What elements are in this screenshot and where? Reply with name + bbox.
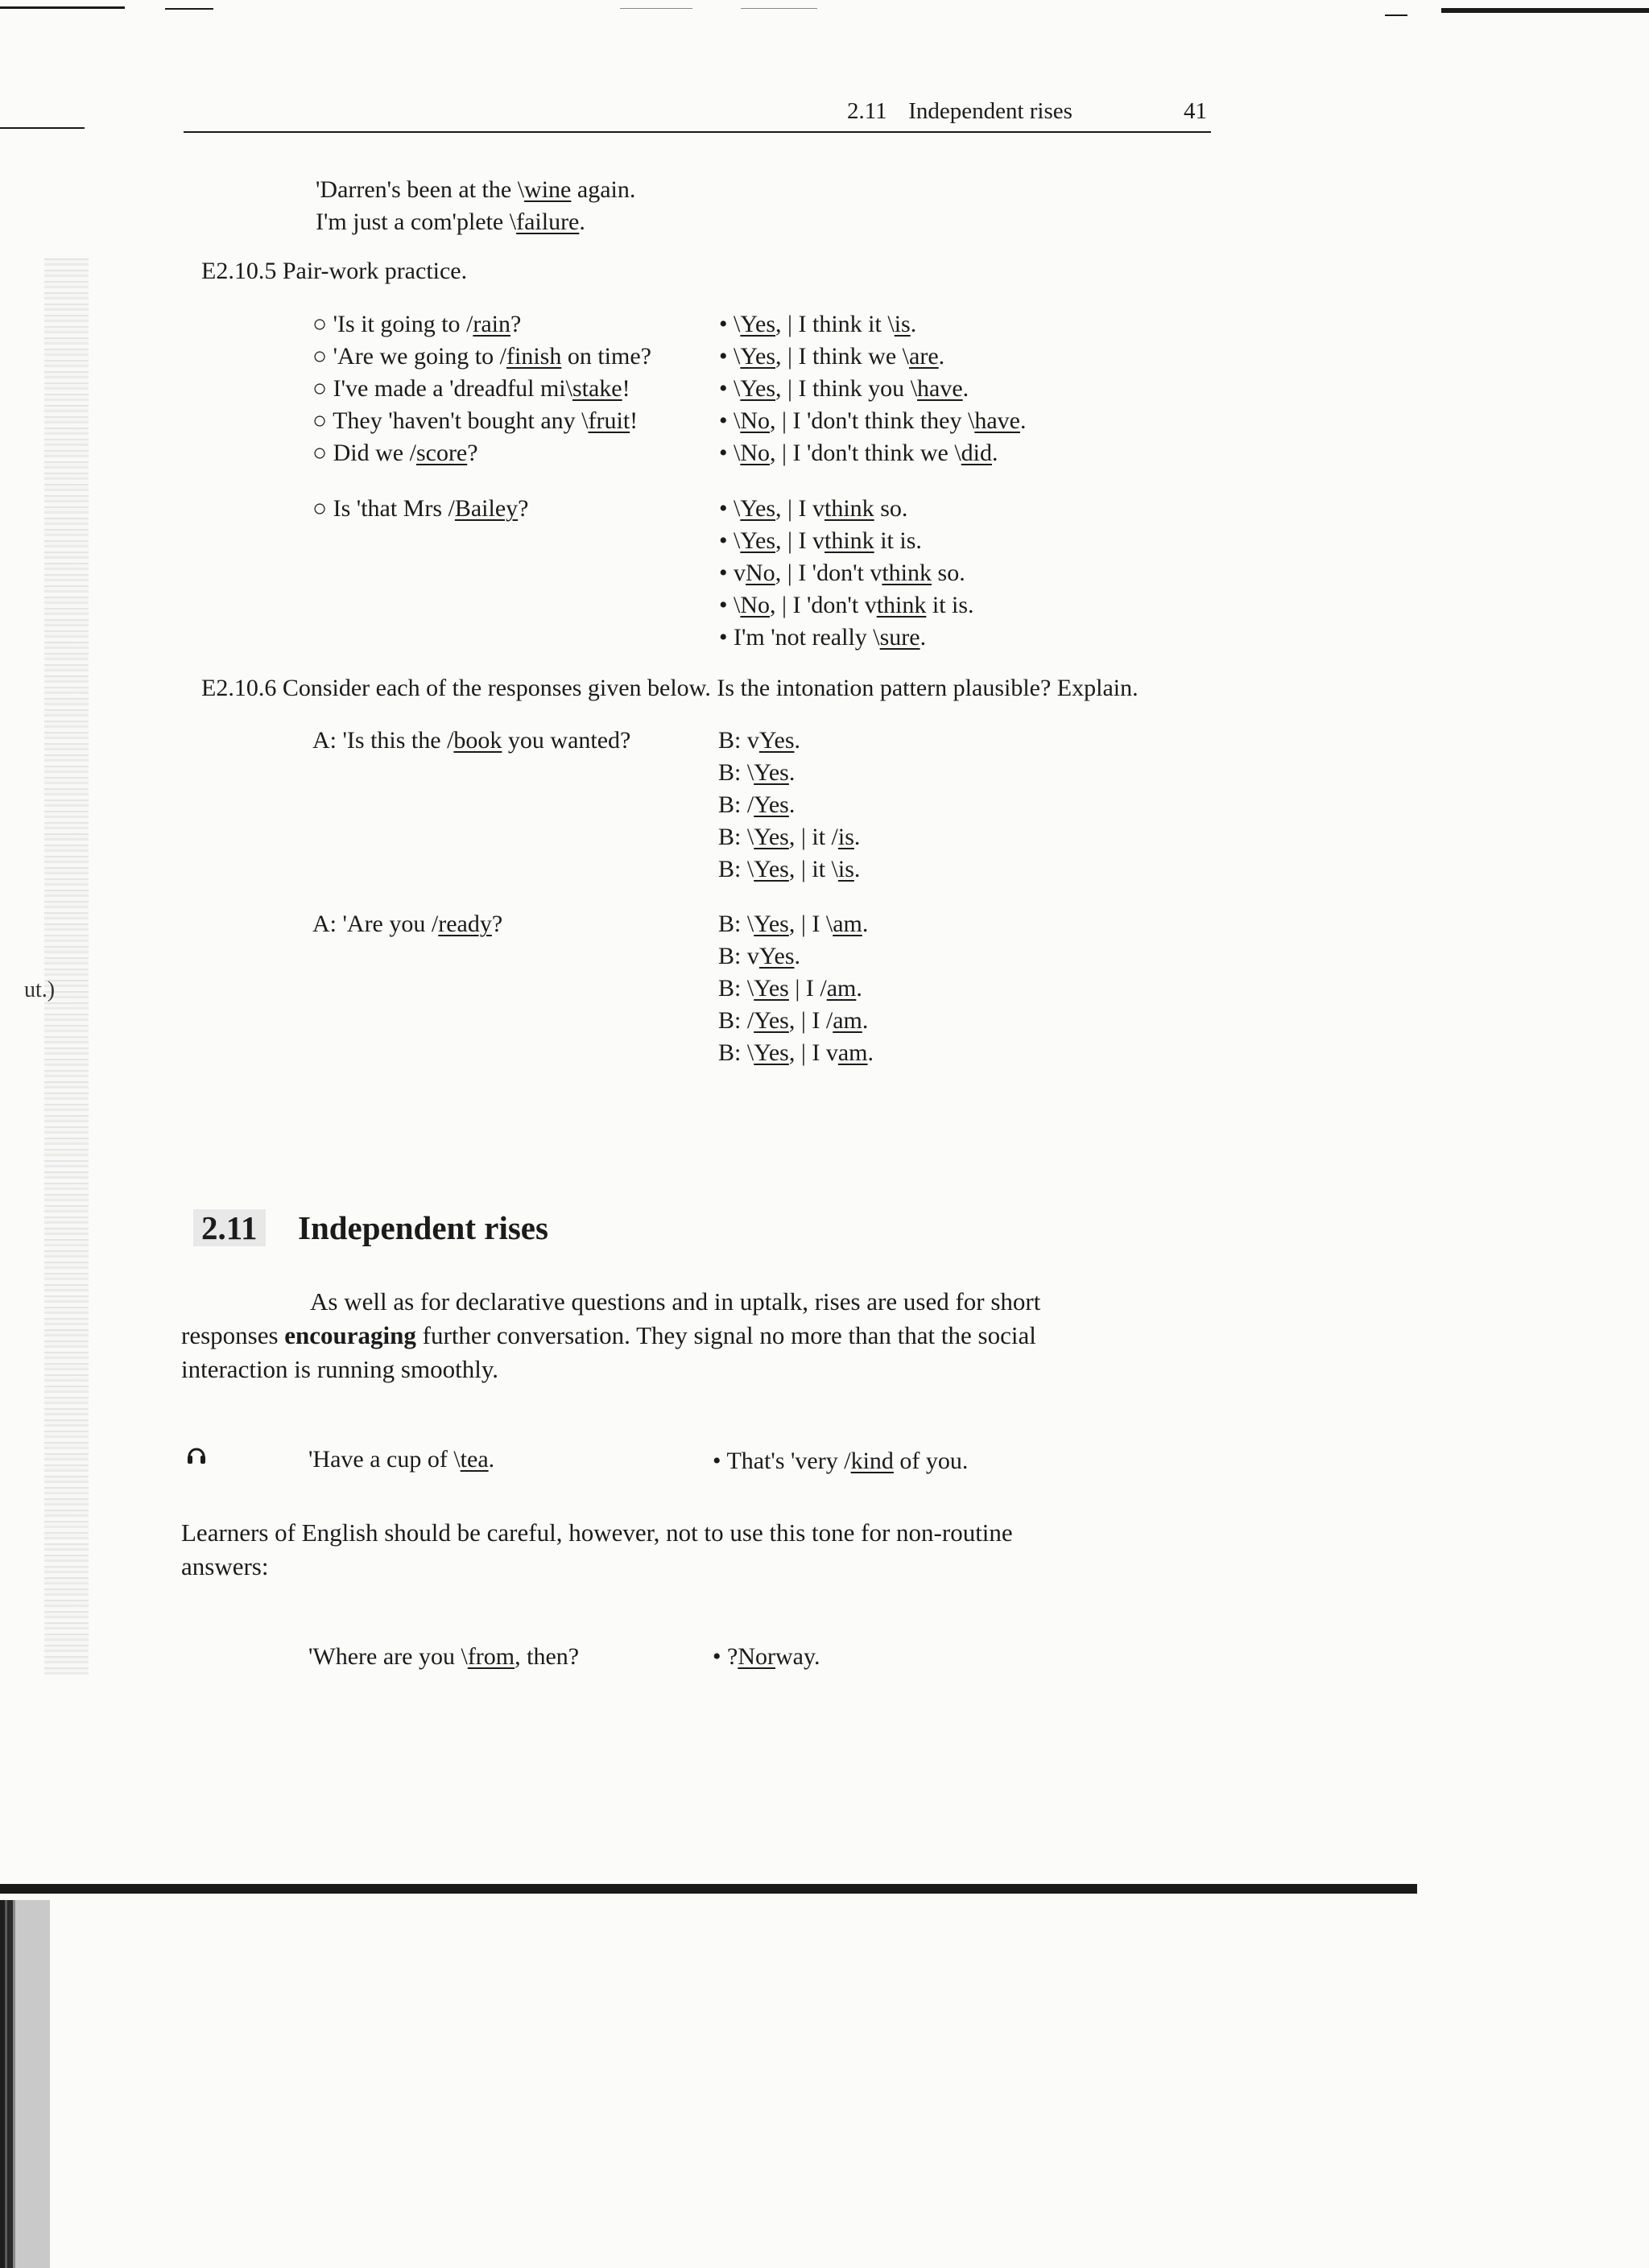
response-text: .: [867, 1039, 874, 1066]
page-number: 41: [1184, 98, 1207, 124]
prompt-line: [312, 493, 529, 525]
prompt-text: ○ 'Is it going to: [312, 311, 467, 337]
nucleus-word: did: [961, 440, 993, 466]
prompt-text: ?: [467, 440, 478, 466]
tone-mark: /: [825, 1007, 833, 1034]
nucleus-word: No: [746, 560, 775, 586]
nucleus-word: Nor: [738, 1643, 775, 1670]
response-text: .: [794, 727, 801, 754]
response-text: it is.: [874, 527, 922, 554]
nucleus-word: Yes: [754, 1039, 789, 1066]
section-number: 2.11: [193, 1209, 266, 1246]
example-text: again.: [571, 176, 636, 203]
example-text: I'm just a com'plete: [316, 209, 510, 235]
tone-mark: v: [864, 592, 877, 618]
prompt-text: A: 'Are you: [312, 911, 432, 937]
nucleus-word: No: [740, 592, 771, 618]
speaker-label: B:: [718, 911, 747, 937]
tone-mark: \: [517, 176, 525, 203]
response-text: , | I think you: [775, 375, 911, 402]
response-text: • ?: [713, 1643, 738, 1670]
nucleus-word: are: [909, 343, 939, 370]
speaker-label: B:: [718, 1007, 747, 1034]
response-line: [713, 1641, 820, 1673]
response-line: [718, 725, 800, 757]
response-line: [718, 853, 860, 886]
tone-mark: \: [734, 343, 741, 370]
nucleus-word: No: [740, 440, 771, 466]
nucleus-word: Yes: [758, 727, 795, 754]
scan-edge-top-mid: [620, 8, 692, 9]
paragraph: Learners of English should be careful, however, not to use this tone for non-routine answers:: [181, 1518, 1013, 1580]
tone-mark: \: [734, 440, 741, 466]
response-text: • That's 'very: [713, 1448, 845, 1474]
response-text: .: [962, 375, 969, 402]
example-line: [316, 206, 585, 238]
header-title: Independent rises: [908, 98, 1072, 124]
bullet: •: [719, 592, 734, 618]
nucleus-word: book: [453, 727, 502, 754]
response-line: [719, 493, 907, 525]
response-text: .: [853, 824, 861, 850]
header-rule: [184, 131, 1211, 133]
response-line: [718, 973, 862, 1005]
bullet: •: [719, 311, 734, 337]
prompt-text: ○ 'Are we going to: [312, 343, 500, 370]
response-text: .: [788, 791, 796, 818]
nucleus-word: from: [467, 1643, 515, 1670]
headphones-icon: [187, 1444, 206, 1476]
prompt-text: ○ Is 'that Mrs: [312, 495, 448, 522]
prompt-text: !: [630, 407, 639, 434]
prompt-text: A: 'Is this the: [312, 727, 448, 754]
scan-speckle-margin: [44, 258, 89, 1675]
response-line: [718, 940, 800, 973]
paragraph-text: As well as for declarative questions and in uptalk, rises are used for short responses: [181, 1287, 1041, 1349]
example-text: .: [488, 1446, 495, 1473]
nucleus-word: is: [894, 311, 911, 337]
scan-edge-top-mid-2: [741, 8, 817, 9]
tone-mark: \: [887, 311, 895, 337]
tone-mark: \: [954, 440, 961, 466]
response-text: , | I: [775, 527, 813, 554]
response-text: , | I 'don't think they: [770, 407, 968, 434]
bullet: •: [719, 527, 734, 554]
tone-mark: /: [448, 495, 455, 522]
prompt-text: ○ I've made a 'dreadful mi: [312, 375, 566, 402]
tone-mark: /: [820, 975, 827, 1002]
tone-mark: \: [453, 1446, 461, 1473]
response-line: [719, 308, 916, 341]
nucleus-word: Yes: [754, 791, 789, 818]
tone-mark: v: [812, 495, 825, 522]
prompt-text: ?: [491, 911, 503, 937]
nucleus-word: Yes: [754, 856, 789, 882]
prompt-line: [312, 308, 521, 341]
nucleus-word: sure: [879, 624, 920, 651]
response-text: so.: [932, 560, 965, 586]
tone-mark: /: [431, 911, 439, 937]
nucleus-word: fruit: [588, 407, 630, 434]
tone-mark: v: [746, 727, 759, 754]
nucleus-word: ready: [438, 911, 492, 937]
example-line: [316, 174, 635, 206]
response-line: [719, 341, 944, 373]
tone-mark: /: [409, 440, 416, 466]
margin-fragment: ut.): [24, 977, 56, 1002]
response-text: , | I think we: [775, 343, 903, 370]
tone-mark: \: [734, 592, 741, 618]
response-line: [719, 437, 998, 469]
response-line: [719, 622, 926, 654]
nucleus-word: am: [837, 1039, 868, 1066]
tone-mark: v: [825, 1039, 838, 1066]
bullet: •: [719, 495, 734, 522]
response-line: [718, 821, 860, 853]
response-text: , | I think it: [775, 311, 888, 337]
example-text: 'Have a cup of: [308, 1446, 454, 1473]
nucleus-word: Yes: [740, 343, 776, 370]
tone-mark: /: [844, 1448, 851, 1474]
response-text: .: [862, 1007, 869, 1034]
nucleus-word: Yes: [758, 943, 795, 969]
response-text: , | it: [788, 824, 832, 850]
response-line: [719, 525, 922, 557]
prompt-line: [312, 725, 630, 757]
nucleus-word: Yes: [740, 527, 776, 554]
nucleus-word: think: [824, 495, 874, 522]
speaker-label: B:: [718, 824, 747, 850]
response-text: , | I 'don't: [775, 560, 870, 586]
bullet: •: [719, 560, 734, 586]
response-text: .: [992, 440, 998, 466]
tone-mark: /: [746, 1007, 754, 1034]
nucleus-word: have: [974, 407, 1020, 434]
response-line: [719, 373, 969, 405]
bullet: •: [719, 407, 734, 434]
bullet: •: [719, 343, 734, 370]
tone-mark: \: [509, 209, 517, 235]
section-heading: [193, 1209, 548, 1246]
nucleus-word: rain: [473, 311, 511, 337]
nucleus-word: score: [415, 440, 468, 466]
tone-mark: \: [873, 624, 880, 651]
response-text: of you.: [893, 1448, 969, 1474]
tone-mark: /: [746, 791, 754, 818]
nucleus-word: wine: [524, 176, 572, 203]
tone-mark: v: [812, 527, 825, 554]
tone-mark: \: [734, 527, 741, 554]
response-text: way.: [775, 1643, 820, 1670]
tone-mark: \: [746, 856, 754, 882]
nucleus-word: finish: [506, 343, 562, 370]
exercise-label: E2.10.6 Consider each of the responses given below. Is the intonation pattern plausible? Explain.: [201, 675, 1139, 701]
nucleus-word: have: [917, 375, 963, 402]
response-text: , | I 'don't think we: [770, 440, 955, 466]
tone-mark: \: [968, 407, 975, 434]
prompt-text: you wanted?: [502, 727, 631, 754]
speaker-label: B:: [718, 791, 747, 818]
response-text: .: [862, 911, 869, 937]
section-title: Independent rises: [298, 1209, 548, 1246]
response-text: .: [788, 759, 796, 786]
tone-mark: \: [746, 975, 754, 1002]
response-line: [713, 1445, 968, 1477]
prompt-line: [312, 405, 638, 437]
response-line: [719, 589, 974, 622]
prompt-line: [312, 437, 478, 469]
tone-mark: \: [734, 407, 741, 434]
response-text: , | it: [788, 856, 832, 882]
response-text: .: [1019, 407, 1027, 434]
response-text: .: [938, 343, 945, 370]
tone-mark: /: [466, 311, 473, 337]
prompt-line: [312, 341, 651, 373]
response-text: , | I: [775, 495, 813, 522]
paragraph-text: further conversation. They signal no more than that the social interaction is running smoothly.: [181, 1321, 1036, 1383]
tone-mark: /: [831, 824, 838, 850]
speaker-label: B:: [718, 943, 747, 969]
scan-edge-top-left: [0, 6, 125, 9]
header-section-number: 2.11: [847, 98, 887, 124]
example-text: 'Where are you: [308, 1643, 461, 1670]
nucleus-word: think: [824, 527, 874, 554]
prompt-text: !: [622, 375, 630, 402]
nucleus-word: failure: [516, 209, 580, 235]
response-text: so.: [874, 495, 908, 522]
nucleus-word: am: [826, 975, 857, 1002]
nucleus-word: Yes: [740, 311, 776, 337]
response-line: [718, 1005, 868, 1037]
nucleus-word: stake: [572, 375, 622, 402]
nucleus-word: Yes: [754, 975, 789, 1002]
tone-mark: \: [461, 1643, 468, 1670]
nucleus-word: Bailey: [454, 495, 519, 522]
response-text: .: [794, 943, 801, 969]
prompt-text: ○ Did we: [312, 440, 410, 466]
speaker-label: B:: [718, 727, 747, 754]
speaker-label: B:: [718, 759, 747, 786]
scan-edge-top-right-thick: [1441, 8, 1649, 13]
prompt-text: ?: [510, 311, 522, 337]
tone-mark: \: [902, 343, 910, 370]
tone-mark: /: [447, 727, 454, 754]
scan-edge-top-right: [1385, 14, 1407, 16]
response-text: , | I 'don't: [770, 592, 865, 618]
response-text: it is.: [926, 592, 974, 618]
exercise-label: E2.10.5 Pair-work practice.: [201, 258, 468, 284]
speaker-label: B:: [718, 1039, 747, 1066]
prompt-line: [312, 908, 502, 940]
response-line: [718, 789, 795, 821]
prompt-line: [312, 373, 630, 405]
paragraph: [181, 1285, 1083, 1386]
tone-mark: \: [734, 375, 741, 402]
prompt-text: ○ They 'haven't bought any: [312, 407, 582, 434]
tone-mark: \: [825, 911, 833, 937]
nucleus-word: kind: [850, 1448, 894, 1474]
example-line: [308, 1444, 494, 1476]
nucleus-word: Yes: [740, 375, 776, 402]
scan-edge-left-line: [0, 127, 85, 129]
nucleus-word: is: [837, 856, 854, 882]
bullet: •: [719, 375, 734, 402]
tone-mark: \: [746, 911, 754, 937]
scan-edge-left-binding: [0, 1900, 50, 2268]
response-line: [719, 557, 965, 589]
tone-mark: v: [870, 560, 882, 586]
nucleus-word: Yes: [754, 824, 789, 850]
running-header: [847, 95, 1072, 127]
nucleus-word: tea: [460, 1446, 489, 1473]
response-text: I'm 'not really: [734, 624, 874, 651]
tone-mark: v: [746, 943, 759, 969]
speaker-label: B:: [718, 975, 747, 1002]
nucleus-word: am: [833, 1007, 862, 1034]
tone-mark: \: [746, 1039, 754, 1066]
bullet: •: [719, 440, 734, 466]
tone-mark: \: [831, 856, 838, 882]
nucleus-word: Yes: [740, 495, 776, 522]
nucleus-word: No: [740, 407, 771, 434]
response-text: , | I: [788, 1039, 826, 1066]
tone-mark: /: [499, 343, 506, 370]
example-text: .: [579, 209, 585, 235]
scan-edge-bottom-taper: [1369, 1887, 1417, 1891]
response-text: .: [856, 975, 862, 1002]
response-text: .: [920, 624, 927, 651]
example-text: , then?: [515, 1643, 580, 1670]
nucleus-word: think: [882, 560, 932, 586]
response-text: , | I: [788, 911, 826, 937]
example-line: [308, 1641, 579, 1673]
scan-edge-bottom: [0, 1884, 1417, 1894]
response-line: [718, 757, 795, 789]
tone-mark: \: [734, 311, 741, 337]
tone-mark: \: [746, 759, 754, 786]
nucleus-word: Yes: [754, 1007, 789, 1034]
nucleus-word: am: [833, 911, 862, 937]
tone-mark: \: [910, 375, 918, 402]
response-text: .: [853, 856, 861, 882]
tone-mark: \: [565, 375, 572, 402]
speaker-label: B:: [718, 856, 747, 882]
emphasis-word: encouraging: [284, 1321, 416, 1349]
example-text: 'Darren's been at the: [316, 176, 518, 203]
response-text: | I: [788, 975, 820, 1002]
prompt-text: ?: [518, 495, 529, 522]
response-text: .: [910, 311, 917, 337]
response-line: [718, 908, 868, 940]
tone-mark: \: [734, 495, 741, 522]
nucleus-word: Yes: [754, 759, 789, 786]
nucleus-word: is: [837, 824, 854, 850]
nucleus-word: Yes: [754, 911, 789, 937]
tone-mark: v: [734, 560, 746, 586]
response-line: [719, 405, 1026, 437]
scan-edge-top-left-2: [165, 8, 213, 10]
nucleus-word: think: [876, 592, 927, 618]
response-line: [718, 1037, 874, 1069]
tone-mark: \: [746, 824, 754, 850]
bullet: •: [719, 624, 734, 651]
tone-mark: \: [581, 407, 589, 434]
prompt-text: on time?: [561, 343, 651, 370]
response-text: , | I: [788, 1007, 826, 1034]
